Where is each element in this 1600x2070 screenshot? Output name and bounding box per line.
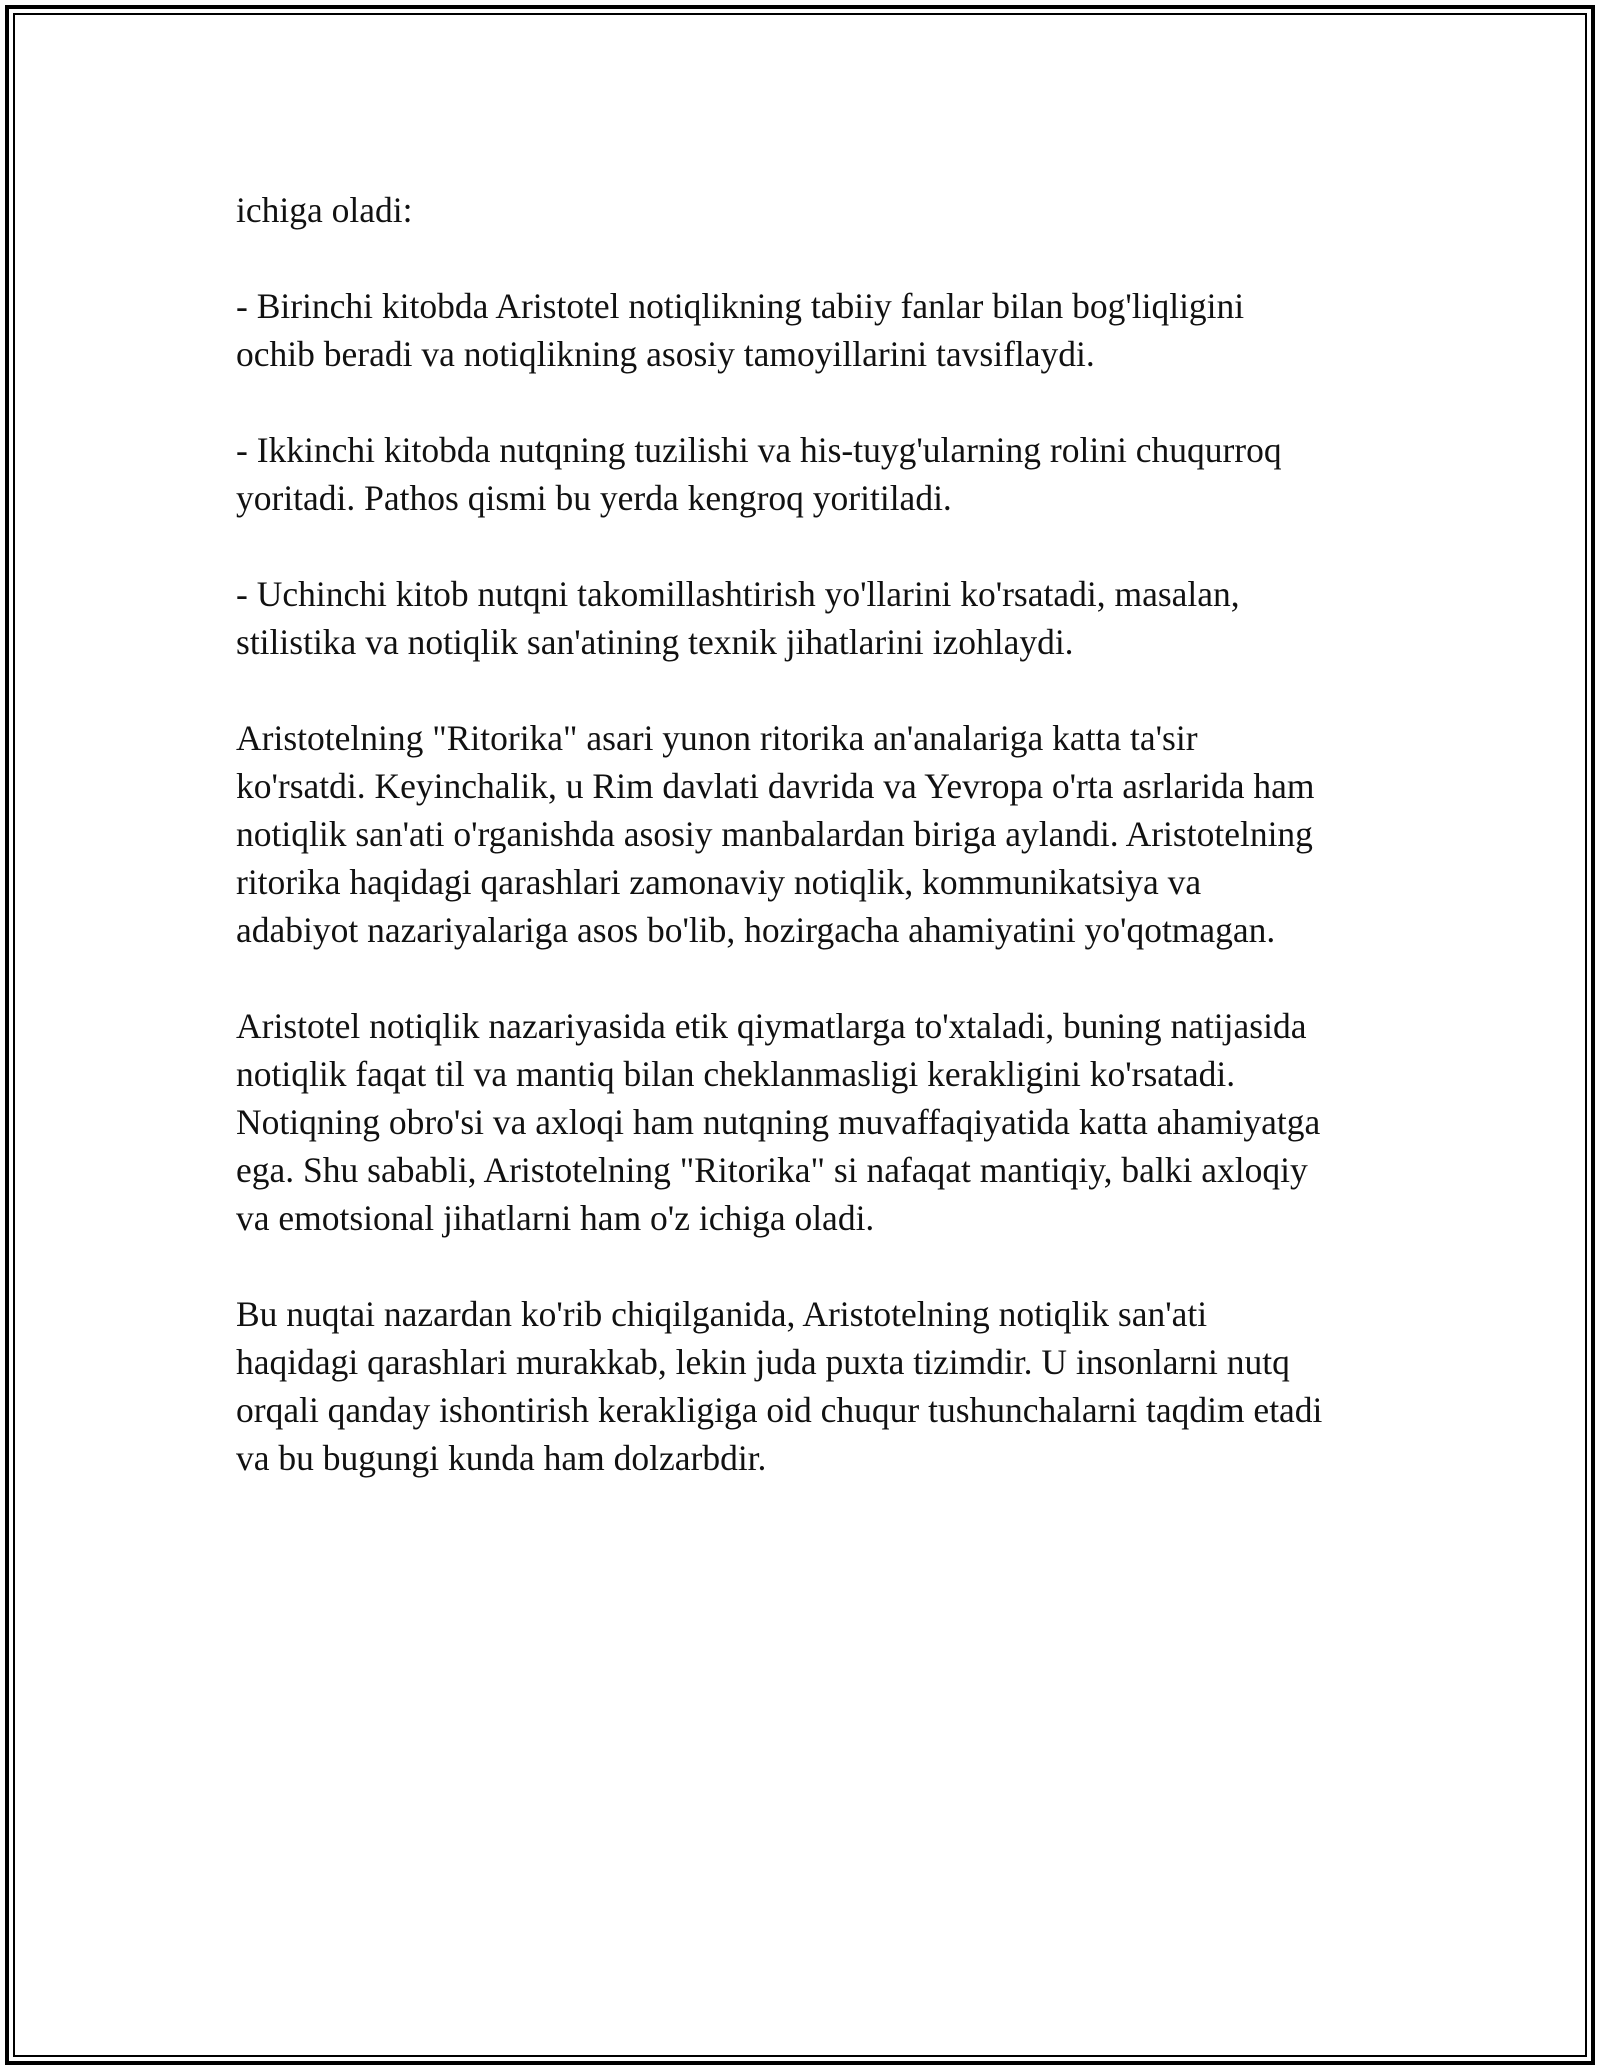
text-line: Notiqning obro'si va axloqi ham nutqning muvaffaqiyatida katta ahamiyatga [236, 1102, 1321, 1142]
text-line: yoritadi. Pathos qismi bu yerda kengroq yoritiladi. [236, 478, 952, 518]
text-line: notiqlik faqat til va mantiq bilan cheklanmasligi kerakligini ko'rsatadi. [236, 1054, 1236, 1094]
paragraph-book-two [236, 426, 1366, 522]
paragraph-book-three [236, 570, 1366, 666]
document-body [236, 186, 1366, 1530]
text-line: Aristotelning "Ritorika" asari yunon ritorika an'analariga katta ta'sir [236, 718, 1198, 758]
text-line: ritorika haqidagi qarashlari zamonaviy notiqlik, kommunikatsiya va [236, 862, 1202, 902]
text-line: - Birinchi kitobda Aristotel notiqlikning tabiiy fanlar bilan bog'liqligini [236, 286, 1245, 326]
text-line: va emotsional jihatlarni ham o'z ichiga oladi. [236, 1198, 875, 1238]
text-line: ega. Shu sababli, Aristotelning "Ritorika" si nafaqat mantiqiy, balki axloqiy [236, 1150, 1308, 1190]
text-line: va bu bugungi kunda ham dolzarbdir. [236, 1438, 767, 1478]
text-line: Bu nuqtai nazardan ko'rib chiqilganida, Aristotelning notiqlik san'ati [236, 1294, 1208, 1334]
text-line: stilistika va notiqlik san'atining texnik jihatlarini izohlaydi. [236, 622, 1074, 662]
paragraph-influence [236, 714, 1366, 954]
paragraph-ethics [236, 1002, 1366, 1242]
text-line: adabiyot nazariyalariga asos bo'lib, hozirgacha ahamiyatini yo'qotmagan. [236, 910, 1276, 950]
text-line: ko'rsatdi. Keyinchalik, u Rim davlati davrida va Yevropa o'rta asrlarida ham [236, 766, 1315, 806]
paragraph-book-one [236, 282, 1366, 378]
text-line: - Uchinchi kitob nutqni takomillashtirish yo'llarini ko'rsatadi, masalan, [236, 574, 1240, 614]
text-line: orqali qanday ishontirish kerakligiga oid chuqur tushunchalarni taqdim etadi [236, 1390, 1323, 1430]
text-line: ochib beradi va notiqlikning asosiy tamoyillarini tavsiflaydi. [236, 334, 1095, 374]
text-line: Aristotel notiqlik nazariyasida etik qiymatlarga to'xtaladi, buning natijasida [236, 1006, 1307, 1046]
text-line: haqidagi qarashlari murakkab, lekin juda puxta tizimdir. U insonlarni nutq [236, 1342, 1290, 1382]
text-line: notiqlik san'ati o'rganishda asosiy manbalardan biriga aylandi. Aristotelning [236, 814, 1313, 854]
paragraph-intro-fragment [236, 186, 1366, 234]
text-line: ichiga oladi: [236, 190, 413, 230]
text-line: - Ikkinchi kitobda nutqning tuzilishi va his-tuyg'ularning rolini chuqurroq [236, 430, 1282, 470]
paragraph-conclusion [236, 1290, 1366, 1482]
